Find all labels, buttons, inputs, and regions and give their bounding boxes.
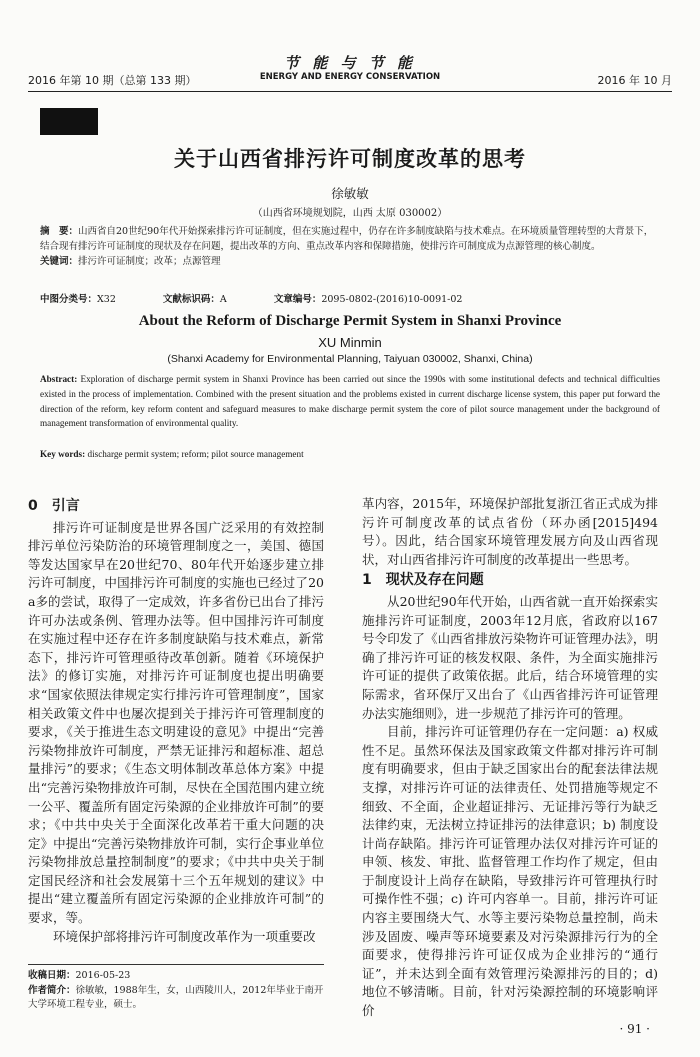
keywords-label: 关键词： [40,256,79,267]
body-paragraph: 从20世纪90年代开始，山西省就一直开始探索实施排污许可证制度，2003年12月底，省政府以167号令印发了《山西省排放污染物许可证管理办法》，明确了排污许可证的核发权限、条件，为全面实施排污许可证的提供了政策依据。此后，结合环境管理的实际需求，省环保厅又出台了《山西省排污许可证管理办法实施细则》，进一步规范了排污许可的管理。 [362,593,658,721]
english-author: XU Minmin [318,335,382,350]
keywords-line [40,254,660,269]
body-column-right [362,495,658,1021]
body-paragraph: 环境保护部将排污许可制度改革作为一项重要改 [53,928,316,944]
page-number: · 91 · [619,1022,650,1036]
abstract-cn [40,224,660,269]
issue-date: 2016 年 10 月 [597,74,672,87]
section-heading-status: 1 现状及存在问题 [362,572,484,589]
body-paragraph: 排污许可证制度是世界各国广泛采用的有效控制排污单位污染防治的环境管理制度之一，美国、德国等发达国家早在20世纪70、80年代开始逐步建立排污许可制度，中国排污许可制度的实施也已经过了20 a多的尝试，取得了一定成效，许多省份已出台了排污许可办法或条例、管理办法等。但中国排污许可制度在实施过程中还存在许多制度缺陷与技术难点，新常态下，排污许可管理亟待改革创新。随着《环境保护法》的修订实施，对排污许可证制度也提出明确要求“国家依照法律规定实行排污许可管理制度”，国家相关政策文件中也屡次提到关于排污许可管理制度的要求，《关于推进生态文明建设的意见》中提出“完善污染物排放许可制度，严禁无证排污和超标准、超总量排污”的要求；《生态文明体制改革总体方案》中提出“完善污染物排放许可制，尽快在全国范围内建立统一公平、覆盖所有固定污染源的企业排放许可制”的要求；《中共中央关于全面深化改革若干重大问题的决定》中提出“完善污染物排放许可制，实行企事业单位污染物排放总量控制制度”的要求；《中共中央关于制定国民经济和社会发展第十三个五年规划的建议》中提出“建立覆盖所有固定污染源的企业排放许可制”的要求，等。 [28,519,324,926]
english-affiliation: (Shanxi Academy for Environmental Planning, Taiyuan 030002, Shanxi, China) [167,353,533,365]
author-affiliation: （山西省环境规划院，山西 太原 030002） [252,208,448,219]
article-number-field: 文章编号：2095-0802-(2016)10-0091-02 [273,294,463,305]
clc-field: 中图分类号：X32 [40,294,116,305]
english-title: About the Reform of Discharge Permit System in Shanxi Province [138,313,562,329]
footnote-rule [28,964,324,965]
english-keywords [40,449,660,459]
paper-title: 关于山西省排污许可制度改革的思考 [174,146,526,171]
journal-masthead [0,54,700,83]
abstract-text: 山西省自20世纪90年代开始探索排污许可证制度，但在实施过程中，仍存在许多制度缺陷与技术难点。在环境质量管理转型的大背景下，结合现有排污许可证制度的现状及存在问题，提出改革的方向、重点改革内容和保障措施，使排污许可制度成为点源管理的核心制度。 [40,226,654,252]
journal-title-cn: 节 能 与 节 能 [284,54,416,72]
body-paragraph: 革内容，2015年，环境保护部批复浙江省正式成为排污许可制度改革的试点省份（环办函[2015]494号）。因此，结合国家环境管理发展方向及山西省现状，对山西省排污许可制度的改革提出一些思考。 [362,496,658,567]
section-heading-intro: 0 引言 [28,498,80,514]
english-abstract-text: Exploration of discharge permit system in Shanxi Province has been carried out since the 1990s with some institutional defects and technical difficulties existed in the process of implementation. Combined with the present situation and the problems existed in current discharge license system, this paper put forward the direction of the reform, key reform content and safeguard measures to make discharge permit system the core of pilot source management under the background of management transformation of environmental quality. [40,374,660,429]
doc-code-field: 文献标识码：A [162,294,227,305]
header-rule [28,91,672,92]
issue-label: 2016 年第 10 期（总第 133 期） [28,74,197,87]
author-bio: 作者简介：徐敏敏，1988年生，女，山西陵川人，2012年毕业于南开大学环境工程专业，硕士。 [28,984,324,1010]
abstract-paragraph [40,224,660,254]
body-column-left [28,495,324,946]
classification-line [40,291,506,305]
redaction-block [40,108,98,135]
body-paragraph: 目前，排污许可证管理仍存在一定问题：a) 权威性不足。虽然环保法及国家政策文件都对排污许可制度有明确要求，但由于缺乏国家出台的配套法律法规支撑，对排污许可证的法律责任、处罚措施等规定不细致、不全面，企业超证排污、无证排污等行为缺乏法律约束，无法树立持证排污的法律意识；b) 制度设计尚存缺陷。排污许可证管理办法仅对排污许可证的申领、核发、审批、监督管理工作均作了规定，但由于制度设计上尚存在缺陷，导致排污许可管理执行时可操作性不强；c) 许可内容单一。目前，排污许可证内容主要围绕大气、水等主要污染物总量控制，尚未涉及固废、噪声等环境要素及对污染源排污行为的全面要求，使得排污许可证仅成为企业排污的“通行证”，并未达到全面有效管理污染源排污的目的；d) 地位不够清晰。目前，针对污染源控制的环境影响评价 [362,724,658,1019]
journal-title-en: ENERGY AND ENERGY CONSERVATION [259,72,441,82]
english-abstract [40,372,660,431]
english-keywords-label: Key words: [40,449,86,459]
english-abstract-label: Abstract: [40,374,78,384]
keywords-text: 排污许可证制度；改革；点源管理 [78,256,221,267]
author-name: 徐敏敏 [331,186,369,201]
received-date: 收稿日期：2016-05-23 [28,970,131,981]
english-keywords-text: discharge permit system; reform; pilot source management [87,449,304,459]
footnote [28,964,324,1013]
abstract-label: 摘 要： [40,226,79,237]
